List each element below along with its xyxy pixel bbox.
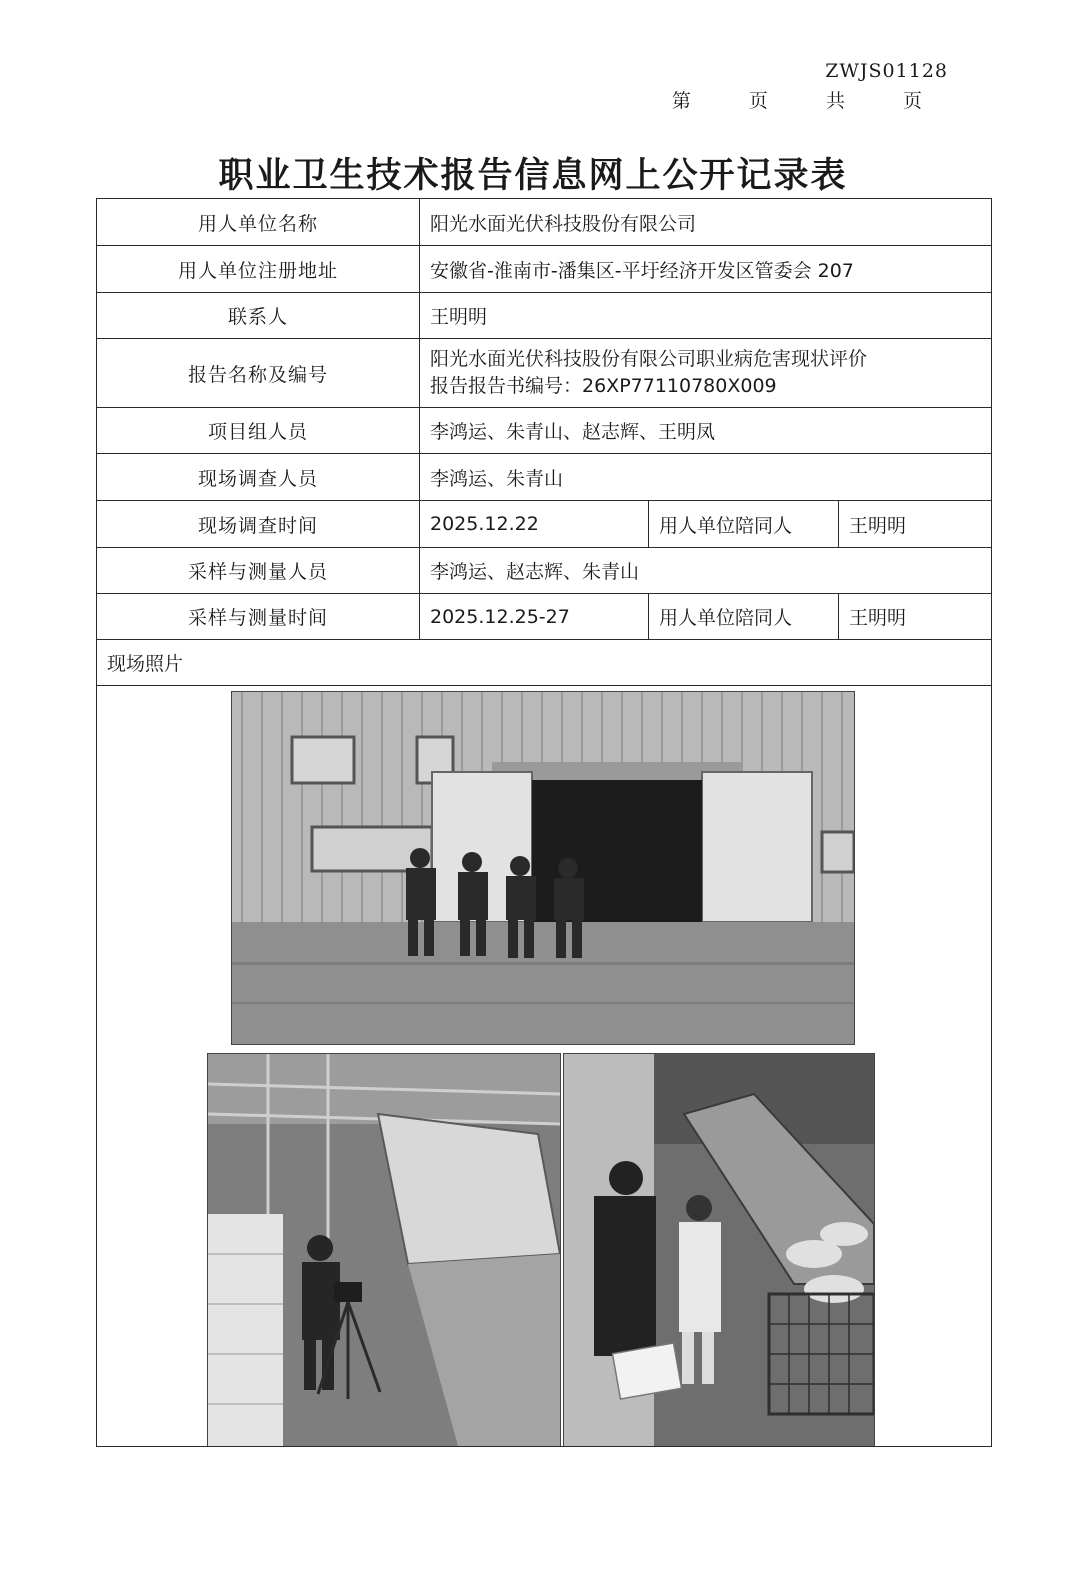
label-contact: 联系人 <box>97 293 420 339</box>
report-number-line: 报告报告书编号：26XP77110780X009 <box>430 375 777 397</box>
value-address: 安徽省-淮南市-潘集区-平圩经济开发区管委会 207 <box>420 246 992 293</box>
site-photo-conveyor-inspection <box>563 1053 875 1447</box>
label-sampling-time: 采样与测量时间 <box>97 594 420 640</box>
label-survey-time: 现场调查时间 <box>97 501 420 548</box>
table-row <box>97 686 992 1447</box>
value-report <box>420 339 992 408</box>
label-sampling-staff: 采样与测量人员 <box>97 548 420 594</box>
label-report: 报告名称及编号 <box>97 339 420 408</box>
label-team: 项目组人员 <box>97 408 420 454</box>
report-name-line: 阳光水面光伏科技股份有限公司职业病危害现状评价 <box>430 348 868 370</box>
value-survey-companion: 王明明 <box>839 501 992 548</box>
value-contact: 王明明 <box>420 293 992 339</box>
record-table <box>96 198 992 1447</box>
table-row <box>97 293 992 339</box>
label-sampling-companion: 用人单位陪同人 <box>649 594 839 640</box>
value-team: 李鸿运、朱青山、赵志辉、王明凤 <box>420 408 992 454</box>
photos-area <box>97 686 992 1447</box>
table-row <box>97 408 992 454</box>
value-survey-time: 2025.12.22 <box>420 501 649 548</box>
page-title: 职业卫生技术报告信息网上公开记录表 <box>218 156 848 196</box>
table-row <box>97 548 992 594</box>
value-sampling-staff: 李鸿运、赵志辉、朱青山 <box>420 548 992 594</box>
value-survey-staff: 李鸿运、朱青山 <box>420 454 992 501</box>
label-address: 用人单位注册地址 <box>97 246 420 293</box>
label-survey-companion: 用人单位陪同人 <box>649 501 839 548</box>
table-row <box>97 501 992 548</box>
site-photo-factory-exterior <box>231 691 855 1045</box>
value-sampling-time: 2025.12.25-27 <box>420 594 649 640</box>
table-row <box>97 339 992 408</box>
table-row <box>97 594 992 640</box>
document-code: ZWJS01128 <box>825 60 948 82</box>
label-unit-name: 用人单位名称 <box>97 199 420 246</box>
table-row <box>97 246 992 293</box>
label-survey-staff: 现场调查人员 <box>97 454 420 501</box>
page-count: 第 页 共 页 <box>671 90 948 112</box>
site-photo-measurement-tripod <box>207 1053 561 1447</box>
table-row <box>97 199 992 246</box>
value-sampling-companion: 王明明 <box>839 594 992 640</box>
table-row <box>97 640 992 686</box>
label-photos: 现场照片 <box>97 640 992 686</box>
table-row <box>97 454 992 501</box>
value-unit-name: 阳光水面光伏科技股份有限公司 <box>420 199 992 246</box>
